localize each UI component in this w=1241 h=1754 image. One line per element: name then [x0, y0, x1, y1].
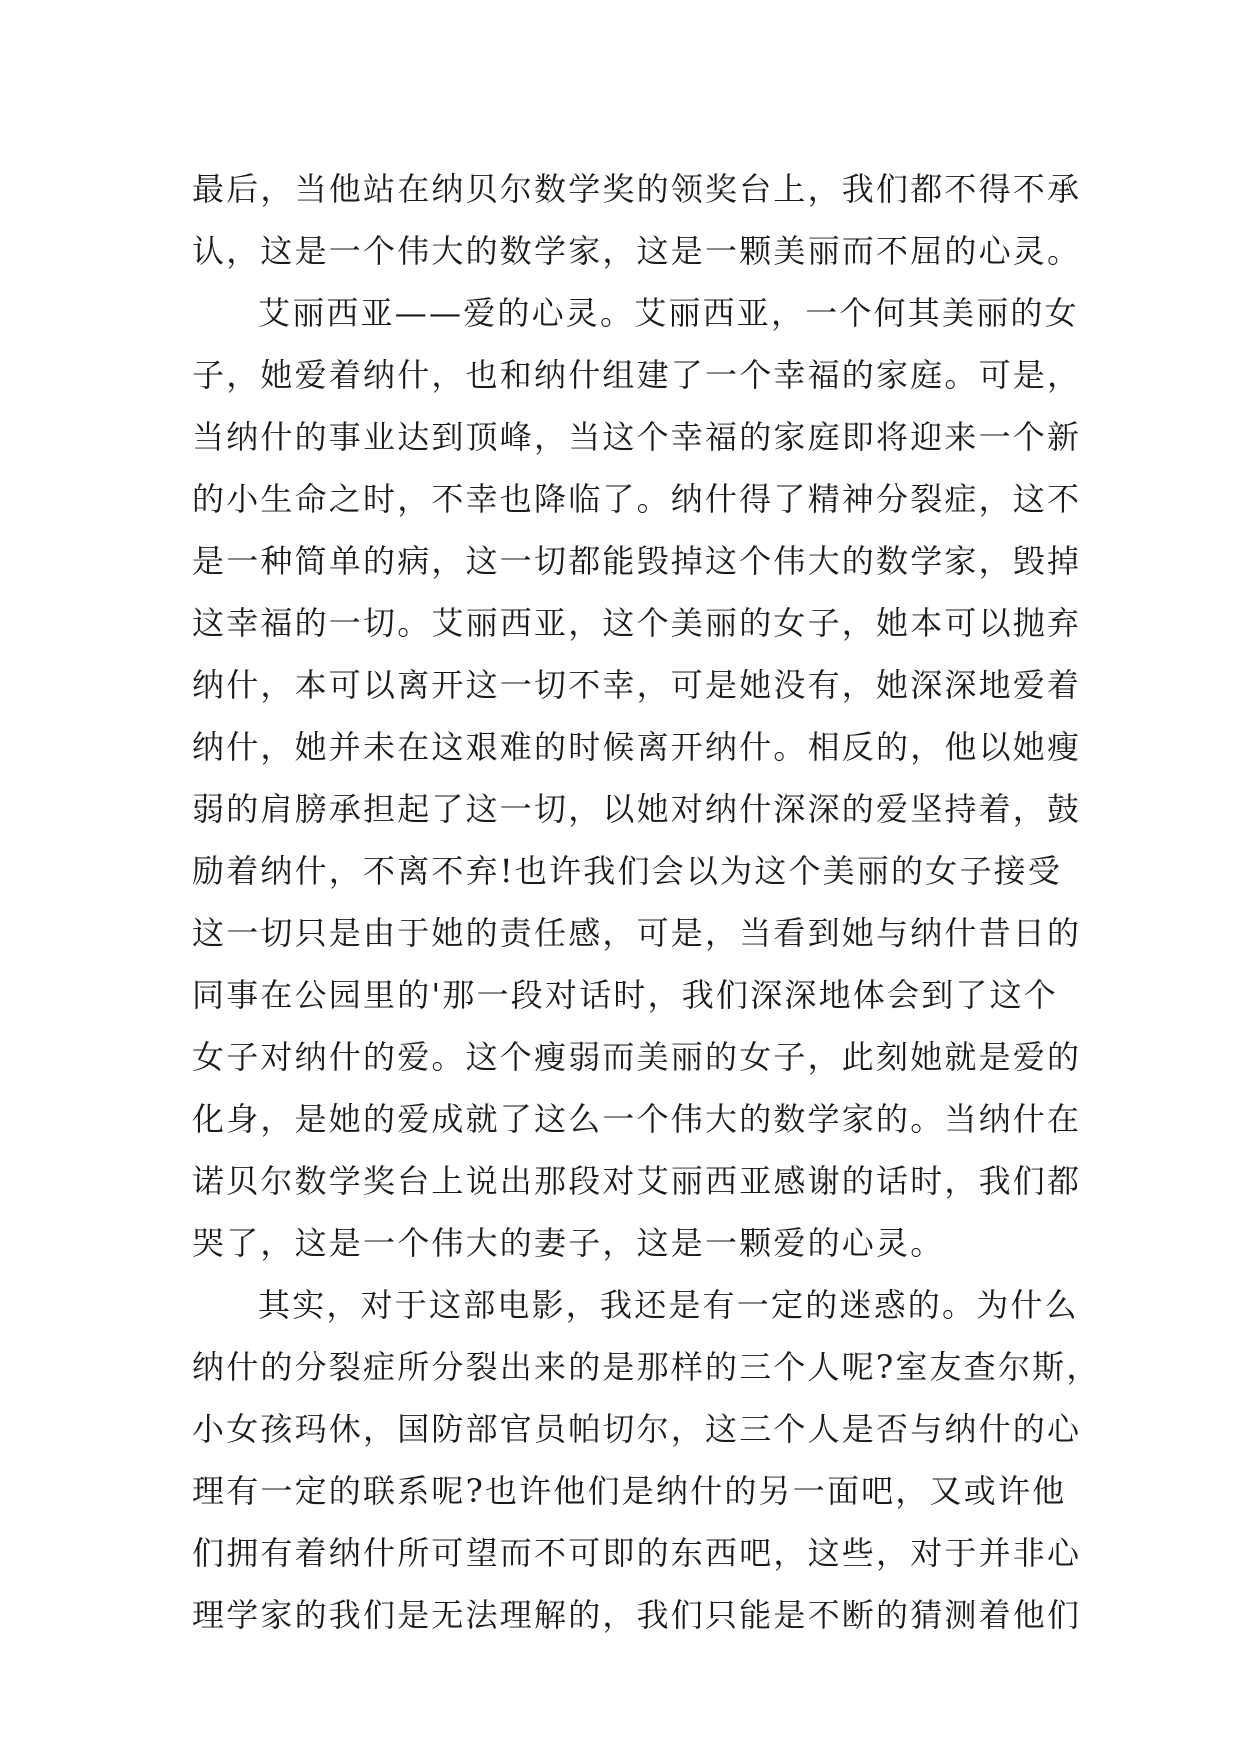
text-line: 女子对纳什的爱。这个瘦弱而美丽的女子，此刻她就是爱的	[192, 1038, 1082, 1076]
text-line: 这幸福的一切。艾丽西亚，这个美丽的女子，她本可以抛弃	[192, 604, 1082, 642]
text-line: 哭了，这是一个伟大的妻子，这是一颗爱的心灵。	[192, 1224, 945, 1262]
text-line: 纳什，本可以离开这一切不幸，可是她没有，她深深地爱着	[192, 666, 1082, 704]
text-line: 诺贝尔数学奖台上说出那段对艾丽西亚感谢的话时，我们都	[192, 1162, 1082, 1200]
text-line: 的小生命之时，不幸也降临了。纳什得了精神分裂症，这不	[192, 480, 1082, 518]
text-line: 们拥有着纳什所可望而不可即的东西吧，这些，对于并非心	[192, 1534, 1082, 1572]
text-line: 励着纳什，不离不弃!也许我们会以为这个美丽的女子接受	[192, 852, 1063, 890]
text-line: 同事在公园里的'那一段对话时，我们深深地体会到了这个	[192, 976, 1058, 1014]
text-line: 是一种简单的病，这一切都能毁掉这个伟大的数学家，毁掉	[192, 542, 1082, 580]
text-line: 最后，当他站在纳贝尔数学奖的领奖台上，我们都不得不承	[192, 170, 1082, 208]
text-line: 认，这是一个伟大的数学家，这是一颗美丽而不屈的心灵。	[192, 232, 1082, 270]
text-line: 纳什，她并未在这艰难的时候离开纳什。相反的，他以她瘦	[192, 728, 1082, 766]
text-line: 纳什的分裂症所分裂出来的是那样的三个人呢?室友查尔斯，	[192, 1348, 1101, 1386]
paragraph-start-line: 其实，对于这部电影，我还是有一定的迷惑的。为什么	[258, 1286, 1079, 1324]
text-line: 理学家的我们是无法理解的，我们只能是不断的猜测着他们	[192, 1596, 1082, 1634]
text-line: 弱的肩膀承担起了这一切，以她对纳什深深的爱坚持着，鼓	[192, 790, 1082, 828]
paragraph-start-line: 艾丽西亚——爱的心灵。艾丽西亚，一个何其美丽的女	[258, 294, 1079, 332]
text-line: 这一切只是由于她的责任感，可是，当看到她与纳什昔日的	[192, 914, 1082, 952]
text-line: 化身，是她的爱成就了这么一个伟大的数学家的。当纳什在	[192, 1100, 1082, 1138]
document-body	[192, 158, 1101, 1646]
text-line: 当纳什的事业达到顶峰，当这个幸福的家庭即将迎来一个新	[192, 418, 1082, 456]
text-line: 理有一定的联系呢?也许他们是纳什的另一面吧，又或许他	[192, 1472, 1067, 1510]
text-line: 子，她爱着纳什，也和纳什组建了一个幸福的家庭。可是，	[192, 356, 1082, 394]
text-line: 小女孩玛休，国防部官员帕切尔，这三个人是否与纳什的心	[192, 1410, 1082, 1448]
